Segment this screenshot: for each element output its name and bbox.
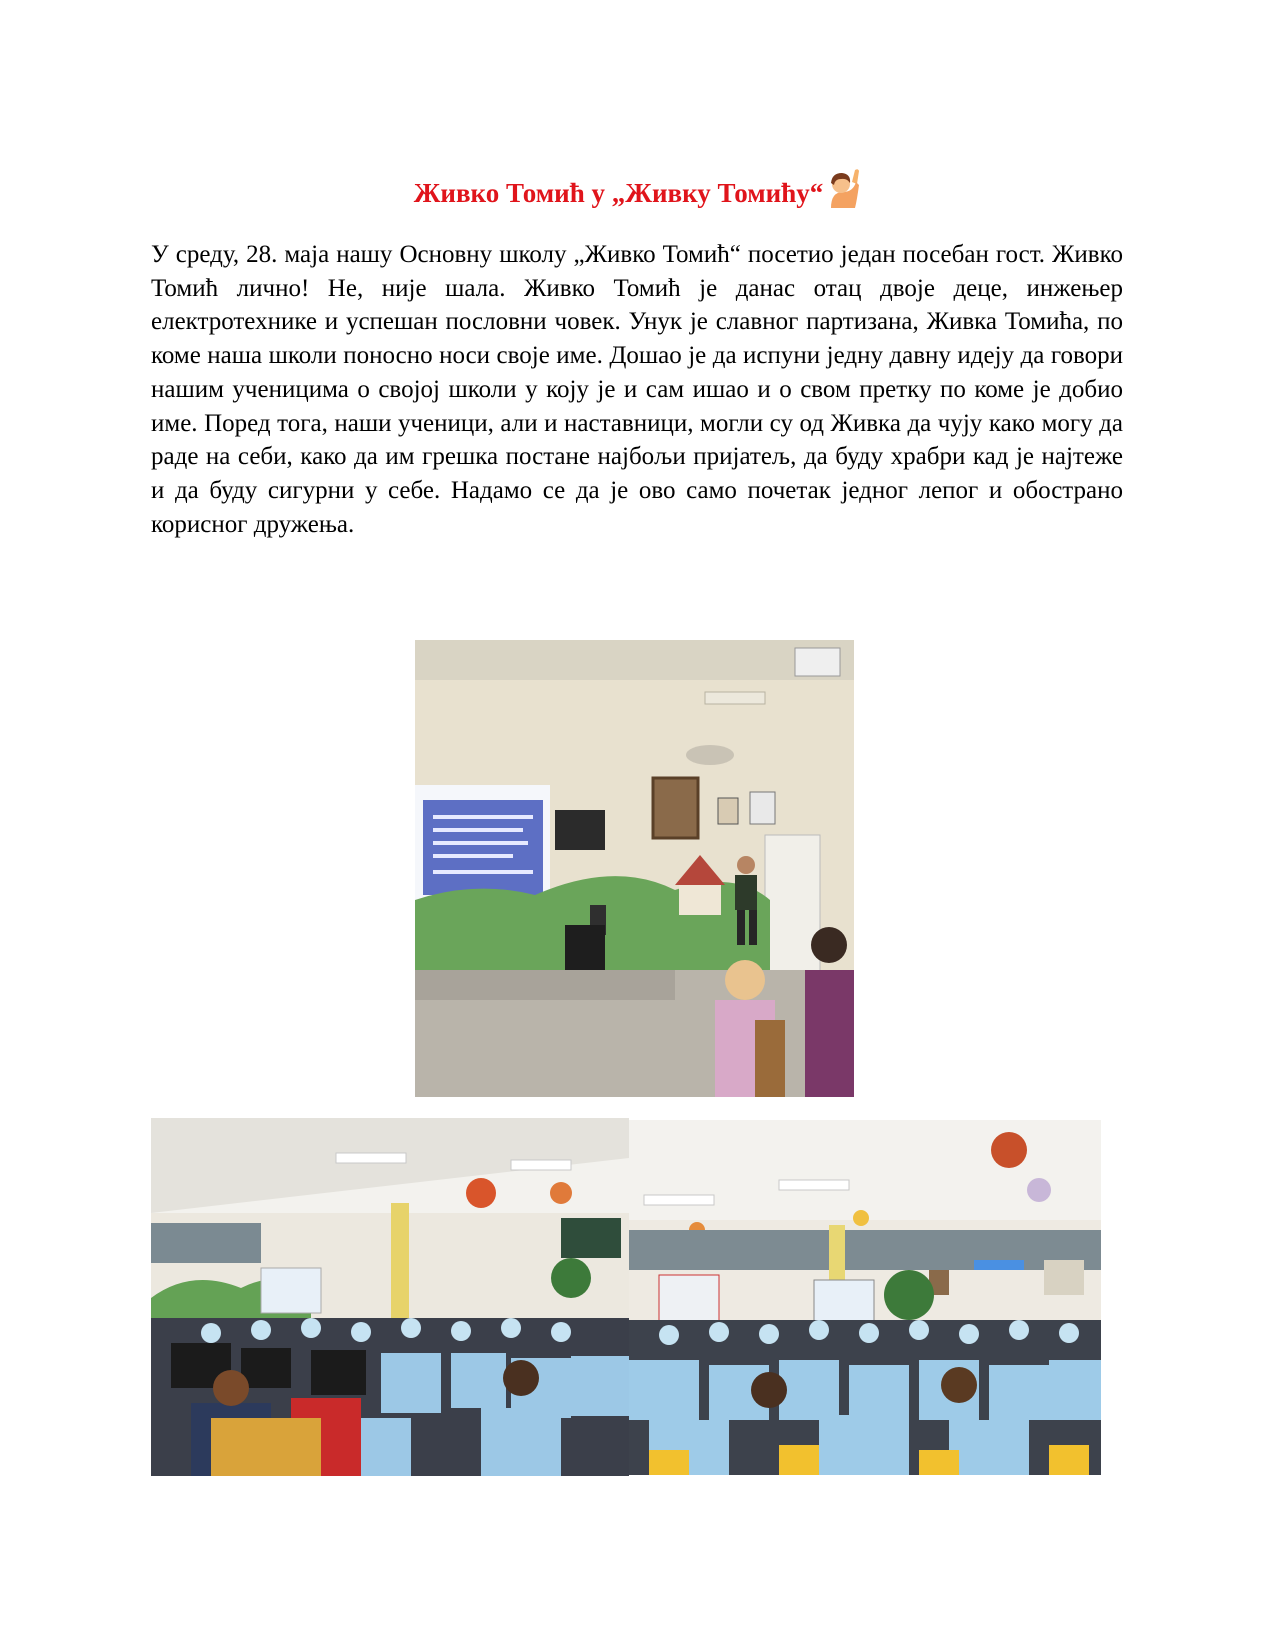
title-text: Живко Томић у „Живку Томићу“ (413, 178, 824, 208)
person-raising-hand-icon (825, 168, 861, 216)
page-title (0, 168, 1275, 216)
audience-photo-left (151, 1118, 629, 1476)
article-paragraph: У среду, 28. маја нашу Основну школу „Живко Томић“ посетио један посебан гост. Живко Томић лично! Не, није шала. Живко Томић је данас отац двоје деце, инжењер електротехнике и успешан пословни човек. Унук је славног партизана, Живка Томића, по коме наша школи поносно носи своје име. Дошао је да испуни једну давну идеју да говори нашим ученицима о својој школи у коју је и сам ишао и о свом претку по коме је добио име. Поред тога, наши ученици, али и наставници, могли су од Живка да чују како могу да раде на себи, како да им грешка постане најбољи пријатељ, да буду храбри кад је најтеже и да буду сигурни у себе. Надамо се да је ово само почетак једног лепог и обострано корисног дружења. (151, 241, 1123, 538)
speaker-presentation-photo (415, 640, 854, 1097)
audience-photo-right (629, 1120, 1101, 1475)
